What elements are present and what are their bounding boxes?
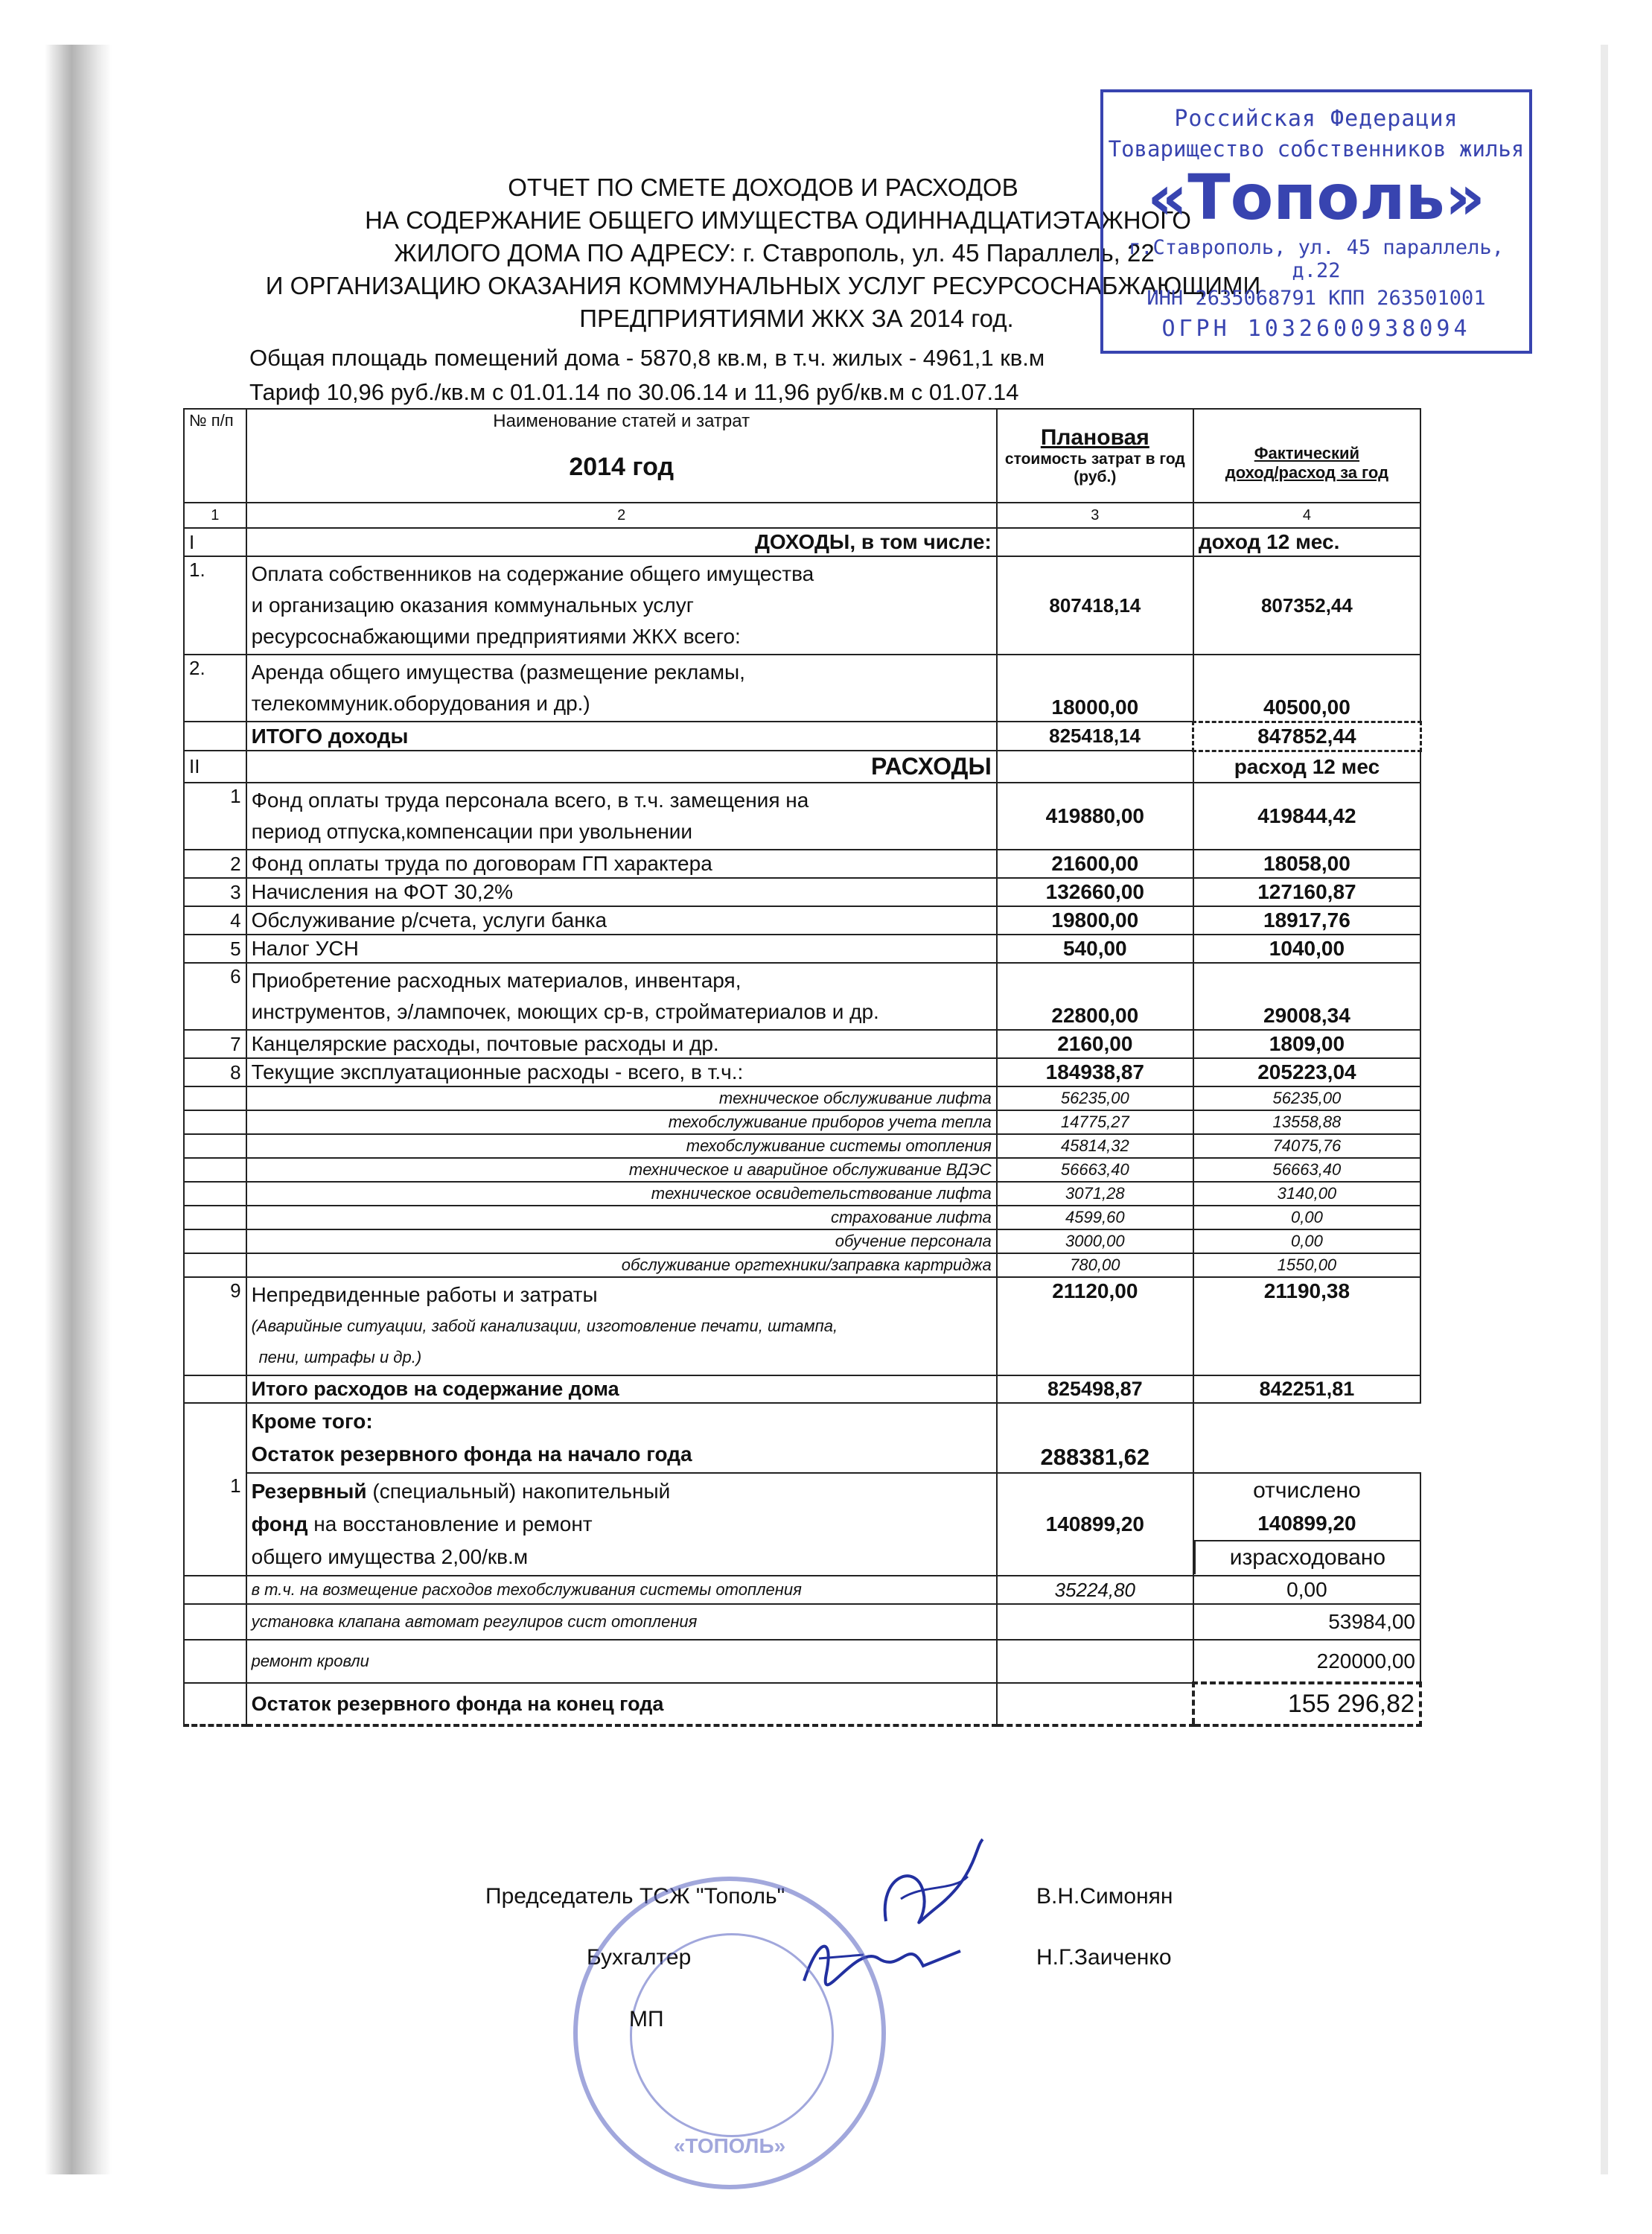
row-plan: 419880,00 (997, 783, 1193, 850)
section-fact: доход 12 мес. (1193, 528, 1420, 556)
row-fact: 56663,40 (1193, 1158, 1420, 1182)
row-label (246, 556, 997, 655)
reserve-fact-label: израсходовано (1194, 1540, 1420, 1574)
row-label: техническое освидетельствование лифта (246, 1182, 997, 1206)
reserve-line (252, 1508, 992, 1541)
row-label: техобслуживание приборов учета тепла (246, 1110, 997, 1134)
scan-shadow-left (45, 45, 112, 2174)
row-label: техническое обслуживание лифта (246, 1086, 997, 1110)
row-plan: 780,00 (997, 1253, 1193, 1277)
stamp-ogrn: ОГРН 1032600938094 (1161, 316, 1471, 342)
row-num: 3 (184, 878, 246, 906)
row-label: Фонд оплаты труда по договорам ГП характера (246, 850, 997, 878)
row-num (184, 1640, 246, 1683)
stamp-org: Товарищество собственников жилья (1108, 136, 1525, 162)
header-plan-title: Плановая (1040, 425, 1149, 450)
accountant-title: Бухгалтер (587, 1945, 692, 1970)
header-name-text: Наименование статей и затрат (493, 411, 750, 431)
stamp-inn: ИНН 2635068791 КПП 263501001 (1146, 287, 1486, 310)
row-fact: 0,00 (1193, 1229, 1420, 1253)
row-fact: 18917,76 (1193, 906, 1420, 935)
row-fact: 127160,87 (1193, 878, 1420, 906)
section-plan (997, 528, 1193, 556)
header-fact-sub: доход/расход за год (1225, 463, 1389, 482)
table-row (184, 878, 1420, 906)
row-num: 8 (184, 1058, 246, 1086)
row-label (246, 655, 997, 722)
sub-item-row (184, 1182, 1420, 1206)
report-table (183, 408, 1422, 1727)
row-fact: 419844,42 (1193, 783, 1420, 850)
header-num: № п/п (184, 409, 246, 503)
title-line: ПРЕДПРИЯТИЯМИ ЖКХ ЗА 2014 год. (579, 305, 1014, 332)
table-row (184, 556, 1420, 655)
row-num (184, 1604, 246, 1640)
row-label: в т.ч. на возмещение расходов техобслуживания системы отопления (246, 1576, 997, 1604)
row-num: 9 (184, 1277, 246, 1375)
row-fact: 13558,88 (1193, 1110, 1420, 1134)
chairman-name: В.Н.Симонян (1036, 1884, 1173, 1909)
row-fact: 56235,00 (1193, 1086, 1420, 1110)
row-num (184, 1134, 246, 1158)
row-line: (Аварийные ситуации, забой канализации, изготовление печати, штампа, (251, 1317, 838, 1335)
reserve-item-row (184, 1640, 1420, 1683)
section-label: ДОХОДЫ, в том числе: (246, 528, 997, 556)
besides-line: Остаток резервного фонда на начало года (251, 1442, 692, 1466)
header-year: 2014 год (569, 453, 674, 481)
sub-item-row (184, 1086, 1420, 1110)
reserve-row (184, 1473, 1420, 1576)
row-num: 6 (184, 963, 246, 1030)
round-seal-text: «ТОПОЛЬ» (673, 2134, 786, 2157)
row-fact: 847852,44 (1193, 722, 1420, 751)
row-label (246, 963, 997, 1030)
chairman-title: Председатель ТСЖ "Тополь" (485, 1884, 785, 1909)
row-plan: 3000,00 (997, 1229, 1193, 1253)
row-label: ремонт кровли (246, 1640, 997, 1683)
row-plan: 288381,62 (997, 1403, 1193, 1473)
row-plan: 132660,00 (997, 878, 1193, 906)
row-label: установка клапана автомат регулиров сист отопления (246, 1604, 997, 1640)
table-row (184, 963, 1420, 1030)
title-line: НА СОДЕРЖАНИЕ ОБЩЕГО ИМУЩЕСТВА ОДИННАДЦАТИЭТАЖНОГО (365, 206, 1191, 234)
reserve-rest: (специальный) накопительный (366, 1480, 671, 1503)
mp-label: МП (629, 2007, 664, 2031)
row-fact: 40500,00 (1193, 655, 1420, 722)
row-num (184, 1158, 246, 1182)
title-line: ОТЧЕТ ПО СМЕТЕ ДОХОДОВ И РАСХОДОВ (508, 174, 1018, 201)
expense-section-row (184, 751, 1420, 783)
row-fact: 220000,00 (1193, 1640, 1420, 1683)
reserve-fact-value: 140899,20 (1257, 1512, 1356, 1535)
row-num (184, 1086, 246, 1110)
row-label: обслуживание оргтехники/заправка картриджа (246, 1253, 997, 1277)
row-fact: 205223,04 (1193, 1058, 1420, 1086)
row-fact: 155 296,82 (1193, 1683, 1420, 1725)
sub-item-row (184, 1134, 1420, 1158)
row-plan: 35224,80 (997, 1576, 1193, 1604)
end-balance-row (184, 1683, 1420, 1725)
table-row (184, 906, 1420, 935)
reserve-line: общего имущества 2,00/кв.м (251, 1545, 529, 1568)
row-line: период отпуска,компенсации при увольнении (251, 820, 693, 843)
row-fact (1193, 1473, 1420, 1576)
row-plan (997, 1683, 1193, 1725)
round-seal-inner (630, 1933, 834, 2137)
row-fact: 0,00 (1193, 1206, 1420, 1229)
row-label: Остаток резервного фонда на конец года (246, 1683, 997, 1725)
row-plan: 807418,14 (997, 556, 1193, 655)
row-label: Текущие эксплуатационные расходы - всего, в т.ч.: (246, 1058, 997, 1086)
header-name (246, 409, 997, 503)
sub-item-row (184, 1253, 1420, 1277)
section-fact: расход 12 мес (1193, 751, 1420, 783)
row-num (184, 1253, 246, 1277)
colnum: 1 (184, 503, 246, 528)
row-plan: 21120,00 (997, 1277, 1193, 1375)
row-num (184, 1206, 246, 1229)
row-num: 1 (184, 1473, 246, 1576)
sub-item-row (184, 1110, 1420, 1134)
row-label: Обслуживание р/счета, услуги банка (246, 906, 997, 935)
row-label (246, 1277, 997, 1375)
row-fact: 1809,00 (1193, 1030, 1420, 1058)
table-row (184, 1058, 1420, 1086)
sub-item-row (184, 1229, 1420, 1253)
table-row (184, 783, 1420, 850)
row-num: 1 (184, 783, 246, 850)
table-row (184, 935, 1420, 963)
row-plan: 3071,28 (997, 1182, 1193, 1206)
row-num (184, 722, 246, 751)
expense-total-row (184, 1375, 1420, 1403)
reserve-line (252, 1475, 992, 1508)
header-plan-sub: стоимость затрат в год (руб.) (1004, 451, 1185, 486)
row-label: страхование лифта (246, 1206, 997, 1229)
row-label: техобслуживание системы отопления (246, 1134, 997, 1158)
row-num (184, 1403, 246, 1473)
row-plan: 56663,40 (997, 1158, 1193, 1182)
row-plan: 18000,00 (997, 655, 1193, 722)
header-fact-title: Фактический (1254, 444, 1360, 462)
reserve-fact-label: отчислено (1253, 1478, 1361, 1503)
row-num (184, 1576, 246, 1604)
row-line: пени, штрафы и др.) (258, 1348, 422, 1366)
row-plan (997, 1604, 1193, 1640)
row-fact: 3140,00 (1193, 1182, 1420, 1206)
sub-item-row (184, 1158, 1420, 1182)
sub-item-row (184, 1206, 1420, 1229)
scan-shadow-right (1601, 45, 1608, 2174)
area-text: Общая площадь помещений дома - 5870,8 кв.м, в т.ч. жилых - 4961,1 кв.м (249, 345, 1045, 371)
row-fact: 53984,00 (1193, 1604, 1420, 1640)
row-line: Приобретение расходных материалов, инвентаря, (251, 969, 742, 992)
row-line: и организацию оказания коммунальных услуг (251, 593, 694, 617)
accountant-name: Н.Г.Заиченко (1036, 1945, 1172, 1970)
row-num (184, 1683, 246, 1725)
row-line: Оплата собственников на содержание общего имущества (251, 562, 814, 585)
tariff-text: Тариф 10,96 руб./кв.м с 01.01.14 по 30.06.14 и 11,96 руб/кв.м с 01.07.14 (249, 379, 1019, 405)
organization-stamp (1100, 89, 1532, 354)
besides-row (184, 1403, 1420, 1473)
header-fact (1193, 409, 1420, 503)
stamp-address: г.Ставрополь, ул. 45 параллель, д.22 (1129, 236, 1504, 282)
row-num: 7 (184, 1030, 246, 1058)
reserve-item-row (184, 1604, 1420, 1640)
row-label (246, 783, 997, 850)
row-plan: 2160,00 (997, 1030, 1193, 1058)
table-row (184, 655, 1420, 722)
row-num: 1. (184, 556, 246, 655)
row-plan: 56235,00 (997, 1086, 1193, 1110)
row-fact: 0,00 (1193, 1576, 1420, 1604)
row-fact: 29008,34 (1193, 963, 1420, 1030)
row-fact: 21190,38 (1193, 1277, 1420, 1375)
row-fact: 74075,76 (1193, 1134, 1420, 1158)
row-line: Непредвиденные работы и затраты (251, 1283, 598, 1306)
title-line: И ОРГАНИЗАЦИЮ ОКАЗАНИЯ КОММУНАЛЬНЫХ УСЛУГ РЕСУРСОСНАБЖАЮЩИМИ (265, 272, 1261, 299)
row-fact (1193, 1403, 1420, 1473)
row-fact: 1550,00 (1193, 1253, 1420, 1277)
unforeseen-row (184, 1277, 1420, 1375)
title-line: ЖИЛОГО ДОМА ПО АДРЕСУ: г. Ставрополь, ул. 45 Параллель, 22 (394, 239, 1155, 267)
colnum: 3 (997, 503, 1193, 528)
round-seal (573, 1877, 886, 2189)
row-line: ресурсоснабжающими предприятиями ЖКХ всего: (251, 625, 741, 648)
income-section-row (184, 528, 1420, 556)
income-total-row (184, 722, 1420, 751)
reserve-rest: на восстановление и ремонт (307, 1512, 593, 1536)
row-plan (997, 1640, 1193, 1683)
table-row (184, 850, 1420, 878)
colnum: 4 (1193, 503, 1420, 528)
besides-line: Кроме того: (251, 1410, 373, 1433)
row-num: 2. (184, 655, 246, 722)
row-plan: 4599,60 (997, 1206, 1193, 1229)
row-label: Налог УСН (246, 935, 997, 963)
row-plan: 19800,00 (997, 906, 1193, 935)
row-num (184, 1375, 246, 1403)
row-label: Начисления на ФОТ 30,2% (246, 878, 997, 906)
reserve-bold: фонд (251, 1512, 308, 1536)
row-fact: 18058,00 (1193, 850, 1420, 878)
table-row (184, 1030, 1420, 1058)
row-label: обучение персонала (246, 1229, 997, 1253)
row-fact: 842251,81 (1193, 1375, 1420, 1403)
row-plan: 825498,87 (997, 1375, 1193, 1403)
row-num: 2 (184, 850, 246, 878)
row-label: ИТОГО доходы (246, 722, 997, 751)
table-header (184, 409, 1420, 503)
row-plan: 140899,20 (997, 1473, 1193, 1576)
row-line: инструментов, э/лампочек, моющих ср-в, стройматериалов и др. (251, 1000, 879, 1023)
row-plan: 825418,14 (997, 722, 1193, 751)
section-num: II (184, 751, 246, 783)
row-line: Фонд оплаты труда персонала всего, в т.ч. замещения на (251, 789, 809, 812)
row-num: 5 (184, 935, 246, 963)
row-label (246, 1473, 997, 1576)
row-plan: 21600,00 (997, 850, 1193, 878)
section-label: РАСХОДЫ (246, 751, 997, 783)
row-plan: 540,00 (997, 935, 1193, 963)
row-plan: 22800,00 (997, 963, 1193, 1030)
stamp-name: «Тополь» (1147, 161, 1485, 234)
row-fact: 807352,44 (1193, 556, 1420, 655)
section-num: I (184, 528, 246, 556)
row-fact: 1040,00 (1193, 935, 1420, 963)
row-line: Аренда общего имущества (размещение рекламы, (251, 661, 745, 684)
row-plan: 14775,27 (997, 1110, 1193, 1134)
header-plan (997, 409, 1193, 503)
reserve-bold: Резервный (251, 1480, 367, 1503)
row-num (184, 1110, 246, 1134)
row-plan: 45814,32 (997, 1134, 1193, 1158)
row-plan: 184938,87 (997, 1058, 1193, 1086)
house-info (249, 341, 1045, 410)
row-num (184, 1229, 246, 1253)
section-plan (997, 751, 1193, 783)
row-label: Канцелярские расходы, почтовые расходы и др. (246, 1030, 997, 1058)
row-num: 4 (184, 906, 246, 935)
column-numbers (184, 503, 1420, 528)
stamp-country: Российская Федерация (1174, 106, 1458, 132)
reserve-item-row (184, 1576, 1420, 1604)
row-label: техническое и аварийное обслуживание ВДЭС (246, 1158, 997, 1182)
row-line: телекоммуник.оборудования и др.) (251, 692, 590, 715)
row-label: Итого расходов на содержание дома (246, 1375, 997, 1403)
row-label (246, 1403, 997, 1473)
colnum: 2 (246, 503, 997, 528)
row-num (184, 1182, 246, 1206)
